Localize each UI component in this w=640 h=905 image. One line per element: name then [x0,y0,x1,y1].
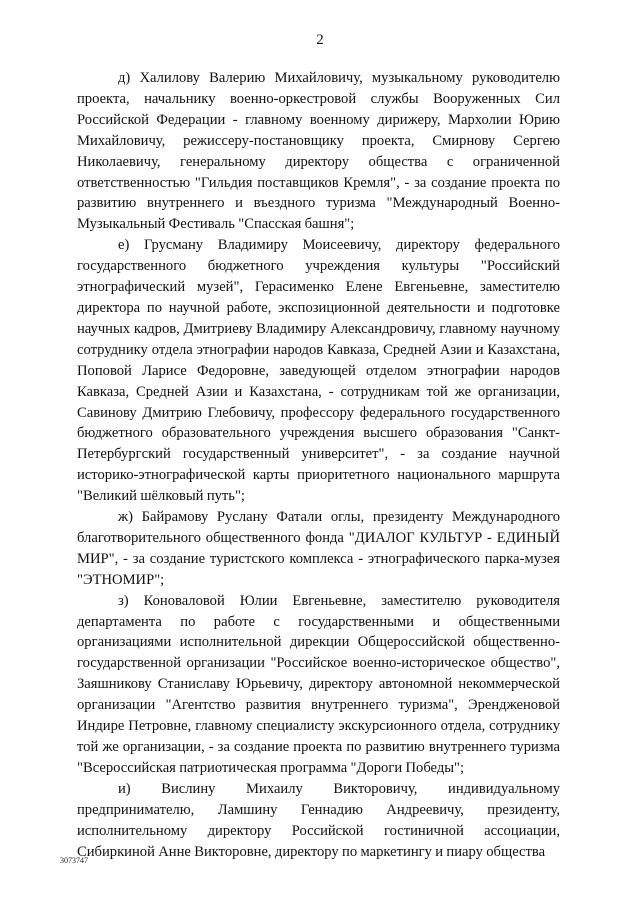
page-number: 2 [316,32,324,48]
paragraph-d: д) Халилову Валерию Михайловичу, музыкальному руководителю проекта, начальнику военно-оркестровой службы Вооруженных Сил Российской Федерации - главному военному дирижеру, Мархолии Юрию Михайловичу, режиссеру-постановщику проекта, Смирнову Сергею Николаевичу, генеральному директору общества с ограниченной ответственностью "Гильдия поставщиков Кремля", - за создание проекта по развитию внутреннего и въездного туризма "Международный Военно-Музыкальный Фестиваль "Спасская башня"; [77,70,560,233]
paragraph-z: з) Коноваловой Юлии Евгеньевне, заместителю руководителя департамента по работе с государственными и общественными организациями исполнительной дирекции Общероссийской общественно-государственной организации "Российское военно-историческое общество", Заяшникову Станиславу Юрьевичу, директору автономной некоммерческой организации "Агентство развития внутреннего туризма", Эрендженовой Индире Петровне, главному специалисту экскурсионного отдела, сотруднику той же организации, - за создание проекта по развитию внутреннего туризма "Всероссийская патриотическая программа "Дороги Победы"; [77,592,560,776]
document-code: 3073747 [60,856,88,865]
paragraph-e: е) Грусману Владимиру Моисеевичу, директору федерального государственного бюджетного учреждения культуры "Российский этнографический музей", Герасименко Елене Евгеньевне, заместителю директора по научной работе, экспозиционной деятельности и подготовке научных кадров, Дмитриеву Владимиру Александровичу, главному научному сотруднику отдела этнографии народов Кавказа, Средней Азии и Казахстана, Поповой Ларисе Федоровне, заведующей отделом этнографии народов Кавказа, Средней Азии и Казахстана, - сотрудникам той же организации, Савинову Дмитрию Глебовичу, профессору федерального государственного бюджетного образовательного учреждения высшего образования "Санкт-Петербургский государственный университет", - за создание научной историко-этнографической карты приоритетного национального маршрута "Великий шёлковый путь"; [77,237,560,505]
paragraph-i: и) Вислину Михаилу Викторовичу, индивидуальному предпринимателю, Ламшину Геннадию Андреевичу, президенту, исполнительному директору Российской гостиничной ассоциации, Сибиркиной Анне Викторовне, директору по маркетингу и пиару общества [77,780,560,860]
document-body [77,68,560,862]
paragraph-zh: ж) Байрамову Руслану Фатали оглы, президенту Международного благотворительного общественного фонда "ДИАЛОГ КУЛЬТУР - ЕДИНЫЙ МИР", - за создание туристского комплекса - этнографического парка-музея "ЭТНОМИР"; [77,509,560,588]
